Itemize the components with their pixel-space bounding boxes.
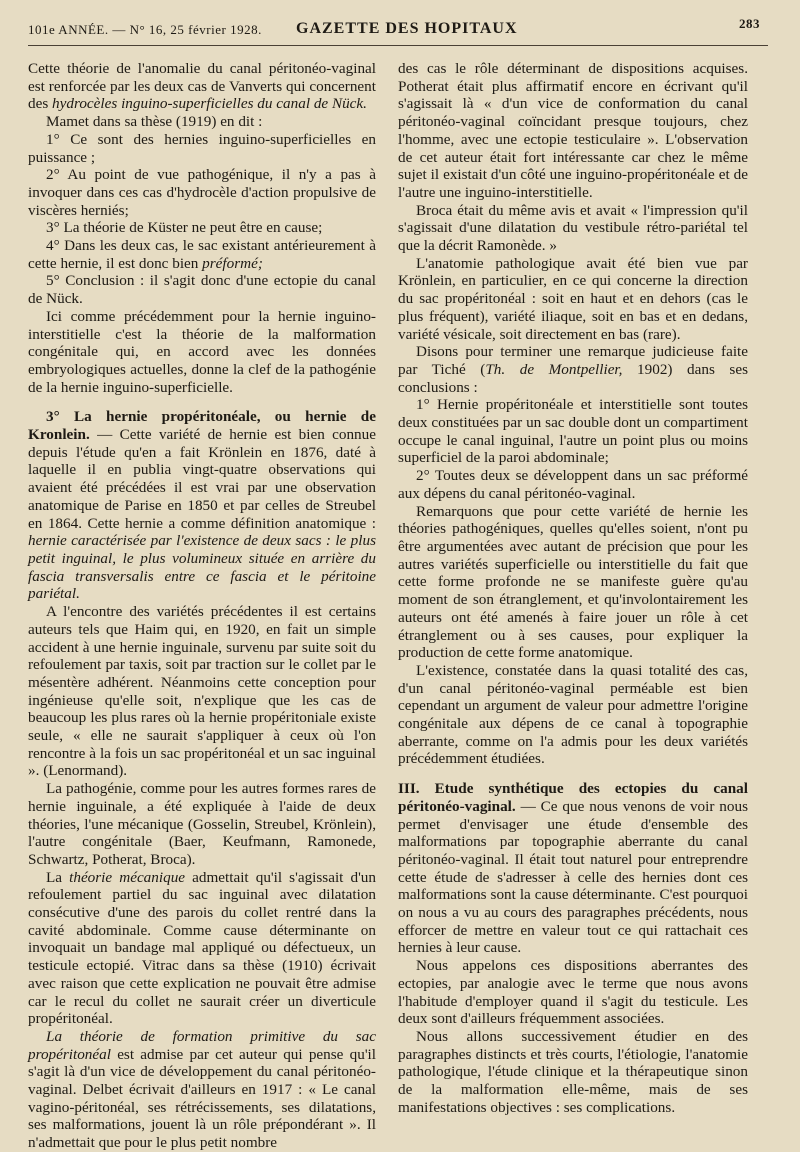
paragraph: Remarquons que pour cette variété de hernie les théories pathogéniques, quelles qu'elles soient, n'ont pu être argumentées avec autant de précision que pour les autres variétés superficielle ou interstitielle du fait que cette forme profonde ne se manifeste guère qu'au moment de son étranglement, et qu'involontairement les auteurs ont été amenés à faire jouer un rôle à cet étranglement ou à ses causes, pour expliquer la production de cette forme anatomique.: [398, 502, 748, 662]
paragraph: Broca était du même avis et avait « l'impression qu'il s'agissait d'une dilatation du vestibule rétro-pariétal tel que la décrit Ramonède. »: [398, 201, 748, 255]
paragraph: La pathogénie, comme pour les autres formes rares de hernie inguinale, a été expliquée à l'aide de deux théories, l'une mécanique (Gosselin, Streubel, Krönlein), l'autre congénitale (Baer, Keufmann, Ramonede, Schwartz, Potherat, Broca).: [28, 780, 376, 868]
section-heading-paragraph: III. Etude synthétique des ectopies du canal péritonéo-vaginal. — Ce que nous venons de voir nous permet d'envisager une étude d'ensemble des malformations par topographie aberrante du canal péritonéo-vaginal. Il était tout naturel pour entreprendre cette étude de s'adresser à celle des hernies dont ces malformations sont la cause déterminante. C'est pourquoi on nous a vu au cours des paragraphes précédents, nous efforcer de mettre en valeur tout ce qui rattachait ces hernies à leur cause.: [398, 780, 748, 957]
paragraph: 2° Au point de vue pathogénique, il n'y a pas à invoquer dans ces cas d'hydrocèle d'action propulsive de viscères herniés;: [28, 166, 376, 219]
paragraph: Cette théorie de l'anomalie du canal péritonéo-vaginal est renforcée par les deux cas de Vanverts qui concernent des hydrocèles inguino-superficielles du canal de Nück.: [28, 60, 376, 113]
paragraph: des cas le rôle déterminant de dispositions acquises. Potherat était plus affirmatif encore en écrivant qu'il s'agissait là « d'un vice de conformation du canal péritonéo-vaginal coïncidant presque toujours, chez l'homme, avec une ectopie testiculaire ». L'observation de cet auteur était fort intéressante car chez le même sujet il existait d'un côté une inguino-propéritonéale et de l'autre une inguino-interstitielle.: [398, 60, 748, 201]
paragraph: 3° La théorie de Küster ne peut être en cause;: [46, 219, 323, 237]
section-heading: 3° La hernie propéritonéale, ou hernie de Kronlein.: [28, 408, 376, 444]
paragraph: La théorie de formation primitive du sac propéritonéal est admise par cet auteur qui pense qu'il s'agit là d'un vice de développement du canal péritonéo-vaginal. Delbet écrivait d'ailleurs en 1917 : « Le canal vagino-péritonéal, ses rétrécissements, ses dilatations, ses malformations, jouent là un rôle prépondérant ». Il n'admettait que pour le plus petit nombre: [28, 1027, 376, 1152]
paragraph: La théorie mécanique admettait qu'il s'agissait d'un refoulement partiel du sac inguinal avec dilatation consécutive d'une des parois du collet rentré dans la cavité abdominale. Comme cause déterminante on invoquait un bandage mal appliqué ou défectueux, un testicule ectopié. Vitrac dans sa thèse (1910) écrivait avec raison que cette explication ne pouvait être admise car le recul du collet ne saurait créer un diverticule propéritonéal.: [28, 868, 376, 1028]
issue-line: 101e ANNÉE. — N° 16, 25 février 1928.: [28, 22, 262, 37]
paragraph: 5° Conclusion : il s'agit donc d'une ectopie du canal de Nück.: [28, 272, 376, 308]
paragraph: 1° Ce sont des hernies inguino-superficielles en puissance ;: [28, 130, 376, 166]
paragraph: L'existence, constatée dans la quasi totalité des cas, d'un canal péritonéo-vaginal perméable est bien cependant un argument de valeur pour admettre l'origine congénitale aux dépens de ce canal à topographie aberrante, comme on l'a admis pour les deux variétés précédemment étudiées.: [398, 661, 748, 768]
page-header: [28, 14, 760, 40]
paragraph: Disons pour terminer une remarque judicieuse faite par Tiché (Th. de Montpellier, 1902) dans ses conclusions :: [398, 343, 748, 396]
paragraph: 2° Toutes deux se développent dans un sac préformé aux dépens du canal péritonéo-vaginal.: [398, 467, 748, 502]
paragraph: A l'encontre des variétés précédentes il est certains auteurs tels que Haim qui, en 1920, en fait un simple accident à une hernie inguinale, survenu par suite soit du refoulement par taxis, soit par traction sur le collet par le mésentère adhérent. Néanmoins cette conception pour ingénieuse qu'elle soit, n'explique que les cas de beaucoup les plus rares où la hernie propéritoniale existe seule, « elle ne saurait s'appliquer à ceux où l'on rencontre à la fois un sac propéritonéal et un sac inguinal ». (Lenormand).: [28, 603, 376, 780]
left-column: [28, 60, 376, 1152]
section-heading-paragraph: 3° La hernie propéritonéale, ou hernie de Kronlein. — Cette variété de hernie est bien connue depuis l'étude qu'en a fait Krönlein en 1876, daté à laquelle il en publia vingt-quatre observations qui avaient été précédées il est vrai par une observation anatomique de Parise en 1850 et par celles de Streubel en 1864. Cette hernie a comme définition anatomique : hernie caractérisée par l'existence de deux sacs : le plus petit inguinal, le plus volumineux située en arrière du fascia transversalis entre ce fascia et le péritoine pariétal.: [28, 408, 376, 603]
page-number: 283: [739, 16, 760, 31]
section-heading: III. Etude synthétique des ectopies du canal péritonéo-vaginal.: [398, 780, 748, 815]
paragraph: L'anatomie pathologique avait été bien vue par Krönlein, en particulier, en ce qui concerne la direction du sac propéritonéal : soit en haut et en dehors (cas le plus fréquent), variété iliaque, soit en bas et en dedans, variété vésicale, soit directement en bas (rare).: [398, 254, 748, 343]
paragraph: 1° Hernie propéritonéale et interstitielle sont toutes deux constituées par un sac double dont un compartiment occupe le canal inguinal, l'autre un point plus ou moins superficiel de la paroi abdominale;: [398, 396, 748, 467]
journal-title: GAZETTE DES HOPITAUX: [296, 20, 518, 37]
paragraph: 4° Dans les deux cas, le sac existant antérieurement à cette hernie, il est donc bien préformé;: [28, 237, 376, 272]
header-rule: [28, 45, 768, 46]
paragraph: Ici comme précédemment pour la hernie inguino-interstitielle c'est la théorie de la malformation congénitale qui, en accord avec les données embryologiques actuelles, donne la clef de la pathogénie de la hernie inguino-superficielle.: [28, 307, 376, 396]
paragraph: Nous appelons ces dispositions aberrantes des ectopies, par analogie avec le terme que nous avons l'habitude d'employer quand il s'agit du testicule. Les deux sont d'ailleurs fréquemment associées.: [398, 957, 748, 1028]
paragraph: Mamet dans sa thèse (1919) en dit :: [46, 113, 263, 131]
right-column: [398, 60, 748, 1116]
paragraph: Nous allons successivement étudier en des paragraphes distincts et très courts, l'étiologie, l'anatomie pathologique, l'étude clinique et la thérapeutique sinon de la malformation elle-même, mais de ses manifestations objectives : ses complications.: [398, 1027, 748, 1116]
